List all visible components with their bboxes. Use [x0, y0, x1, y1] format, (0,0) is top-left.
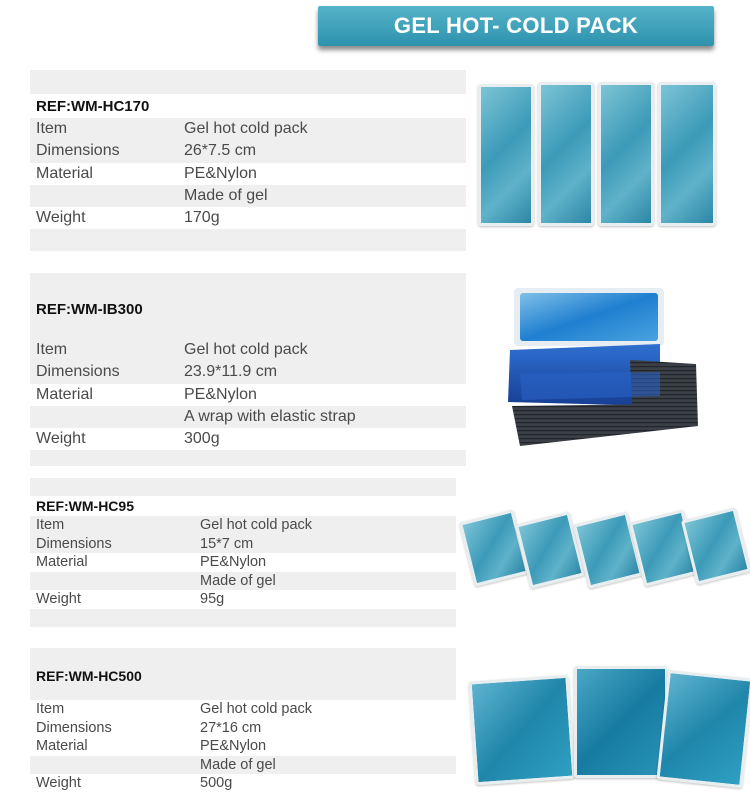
- value-weight: 95g: [200, 591, 225, 608]
- value-dimensions: 26*7.5 cm: [184, 142, 257, 160]
- value-weight: 300g: [184, 430, 220, 448]
- product-ref: REF:WM-HC500: [36, 668, 142, 684]
- spec-row-spacer: [30, 273, 466, 295]
- spec-row-weight: [30, 207, 466, 229]
- spec-row-spacer: [30, 229, 466, 251]
- value-weight: 500g: [200, 775, 233, 792]
- spec-row-dimensions: [30, 140, 466, 162]
- spec-row-ref: [30, 94, 466, 118]
- spec-row-spacer: [30, 609, 456, 627]
- spec-row-item: [30, 118, 466, 140]
- spec-table-hc500: [30, 648, 456, 793]
- value-dimensions: 27*16 cm: [200, 719, 262, 736]
- label-material: Material: [36, 385, 93, 403]
- value-dimensions: 23.9*11.9 cm: [184, 363, 278, 381]
- label-weight: Weight: [36, 430, 86, 448]
- label-item: Item: [36, 517, 65, 533]
- gel-pack-image: [574, 666, 668, 778]
- spec-row-item: [30, 516, 456, 535]
- spec-table-hc170: [30, 70, 466, 251]
- gel-pack-image: [656, 670, 750, 788]
- value-item: Gel hot cold pack: [184, 120, 308, 137]
- value-material-note: Made of gel: [200, 572, 276, 589]
- spec-table-ib300: [30, 273, 466, 466]
- spec-row-material-note: [30, 406, 466, 428]
- value-item: Gel hot cold pack: [200, 517, 313, 533]
- spec-table-hc95: [30, 478, 456, 627]
- spec-row-material: [30, 384, 466, 406]
- value-item: Gel hot cold pack: [200, 701, 313, 717]
- spec-row-material-note: [30, 756, 456, 775]
- spec-row-ref: [30, 295, 466, 339]
- gel-pack-image: [478, 84, 534, 226]
- label-weight: Weight: [36, 591, 81, 608]
- product-image-hc95: [462, 505, 750, 595]
- gel-pack-image: [515, 511, 585, 589]
- spec-row-ref: [30, 648, 456, 700]
- spec-row-dimensions: [30, 361, 466, 383]
- value-material-note: Made of gel: [184, 186, 268, 204]
- spec-row-material: [30, 553, 456, 572]
- label-material: Material: [36, 738, 88, 755]
- gel-pack-image: [658, 82, 716, 226]
- value-material: PE&Nylon: [184, 164, 257, 182]
- value-material: PE&Nylon: [184, 385, 257, 403]
- spec-row-weight: [30, 428, 466, 450]
- label-item: Item: [36, 120, 68, 137]
- spec-row-weight: [30, 774, 456, 793]
- label-weight: Weight: [36, 775, 81, 792]
- gel-pack-image: [459, 509, 529, 587]
- ice-wrap-illustration: [490, 286, 730, 456]
- label-material: Material: [36, 164, 93, 182]
- product-image-hc170: [478, 80, 740, 230]
- label-weight: Weight: [36, 209, 86, 227]
- spec-row-spacer: [30, 450, 466, 466]
- value-material-note: A wrap with elastic strap: [184, 407, 356, 425]
- spec-row-material-note: [30, 572, 456, 591]
- spec-row-spacer: [30, 70, 466, 94]
- value-material-note: Made of gel: [200, 756, 276, 773]
- spec-row-material: [30, 163, 466, 185]
- spec-row-dimensions: [30, 719, 456, 738]
- label-dimensions: Dimensions: [36, 142, 120, 160]
- product-ref: REF:WM-HC95: [36, 498, 134, 514]
- value-item: Gel hot cold pack: [184, 341, 308, 358]
- spec-row-item: [30, 700, 456, 719]
- product-ref: REF:WM-HC170: [36, 98, 150, 115]
- spec-row-ref: [30, 496, 456, 516]
- value-material: PE&Nylon: [200, 554, 267, 571]
- gel-pack-image: [598, 82, 654, 226]
- label-dimensions: Dimensions: [36, 363, 120, 381]
- value-weight: 170g: [184, 209, 220, 227]
- label-dimensions: Dimensions: [36, 535, 112, 552]
- gel-pack-image: [538, 82, 594, 226]
- product-ref: REF:WM-IB300: [36, 301, 143, 318]
- gel-pack-image: [468, 675, 575, 786]
- value-dimensions: 15*7 cm: [200, 535, 254, 552]
- spec-row-item: [30, 339, 466, 361]
- label-dimensions: Dimensions: [36, 719, 112, 736]
- spec-row-weight: [30, 590, 456, 609]
- product-image-ib300: [490, 286, 730, 456]
- page-title: GEL HOT- COLD PACK: [393, 13, 639, 38]
- spec-row-material-note: [30, 185, 466, 207]
- spec-row-spacer: [30, 478, 456, 496]
- label-item: Item: [36, 701, 65, 717]
- label-material: Material: [36, 554, 88, 571]
- label-item: Item: [36, 341, 68, 358]
- spec-row-dimensions: [30, 535, 456, 554]
- page-title-banner: [318, 6, 714, 46]
- value-material: PE&Nylon: [200, 738, 267, 755]
- product-image-hc500: [466, 666, 750, 790]
- spec-row-material: [30, 737, 456, 756]
